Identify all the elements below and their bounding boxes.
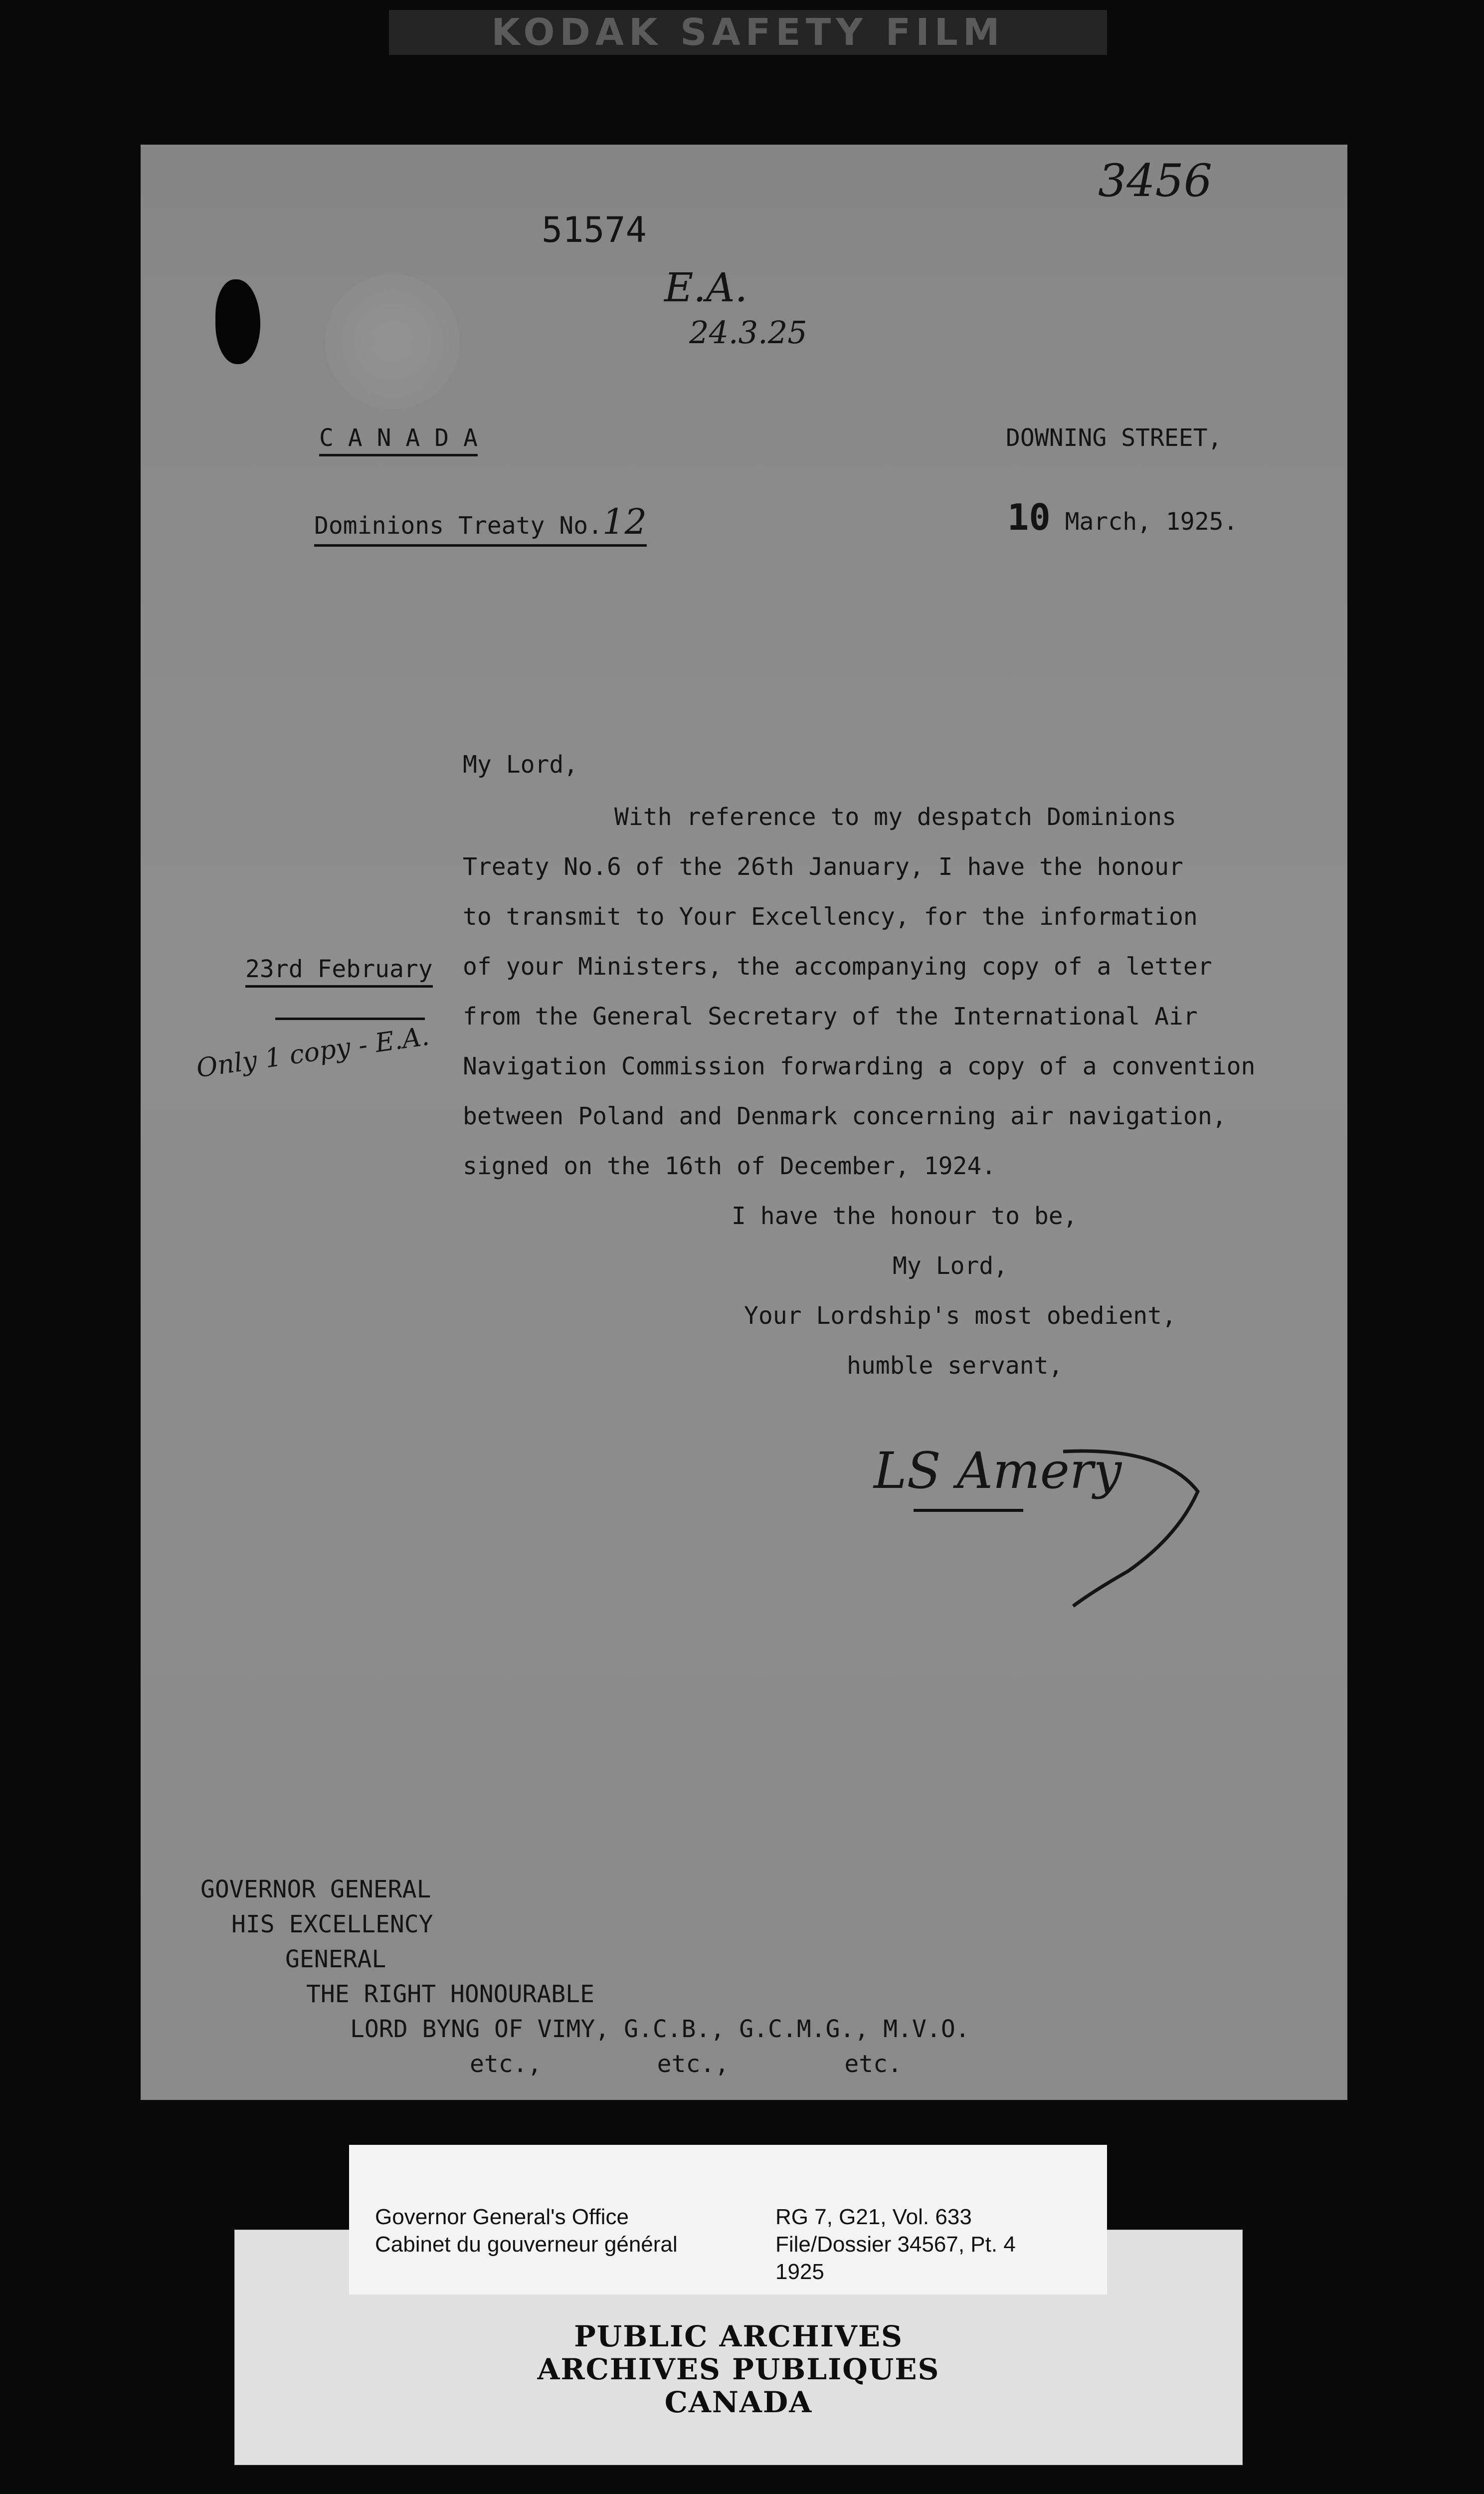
letter-date-month-year: March, 1925. — [1065, 508, 1238, 536]
closing-line: My Lord, — [893, 1252, 1008, 1280]
letter-date — [1007, 496, 1238, 538]
body-line: from the General Secretary of the International Air — [463, 1003, 1198, 1031]
addressee-line: LORD BYNG OF VIMY, G.C.B., G.C.M.G., M.V.O. — [350, 2015, 970, 2043]
signature-flourish — [1053, 1442, 1213, 1611]
margin-underline — [275, 1018, 425, 1020]
signature-underline — [914, 1509, 1023, 1512]
treaty-number: 12 — [602, 501, 647, 542]
closing-line: humble servant, — [847, 1352, 1063, 1380]
file-dossier: File/Dossier 34567, Pt. 4 — [775, 2232, 1016, 2257]
body-line: With reference to my despatch Dominions — [614, 803, 1177, 831]
sender-address: DOWNING STREET, — [1006, 424, 1222, 452]
archives-stamp-line: PUBLIC ARCHIVES — [574, 2319, 903, 2353]
body-line: Treaty No.6 of the 26th January, I have the honour — [463, 853, 1183, 881]
addressee-line: HIS EXCELLENCY — [231, 1910, 433, 1938]
body-line: Navigation Commission forwarding a copy of a convention — [463, 1052, 1256, 1080]
salutation: My Lord, — [463, 751, 578, 779]
body-line: between Poland and Denmark concerning air navigation, — [463, 1102, 1227, 1130]
ink-blot — [215, 279, 260, 364]
file-number-handwritten: 3456 — [1098, 155, 1213, 207]
body-line: of your Ministers, the accompanying copy of a letter — [463, 953, 1212, 981]
signature: LS Amery — [874, 1442, 1122, 1500]
margin-note-copy: Only 1 copy - E.A. — [194, 1021, 431, 1084]
addressee-line: GENERAL — [285, 1945, 386, 1973]
handwritten-initials: E.A. — [664, 264, 748, 311]
archives-stamp-line: CANADA — [664, 2385, 813, 2419]
reference-number: 51574 — [542, 209, 647, 250]
closing-line: Your Lordship's most obedient, — [744, 1302, 1176, 1330]
handwritten-date: 24.3.25 — [689, 314, 807, 351]
record-group: RG 7, G21, Vol. 633 — [775, 2205, 972, 2229]
archive-label-card — [349, 2145, 1107, 2294]
addressee-line: GOVERNOR GENERAL — [200, 1875, 431, 1903]
letter-page — [141, 145, 1347, 2100]
country-heading: C A N A D A — [319, 424, 478, 456]
treaty-reference — [314, 501, 647, 547]
treaty-prefix: Dominions Treaty No. — [314, 512, 602, 540]
film-edge-header: KODAK SAFETY FILM — [389, 10, 1107, 55]
addressee-line: THE RIGHT HONOURABLE — [306, 1980, 594, 2008]
margin-note-date: 23rd February — [245, 955, 433, 988]
letter-date-day: 10 — [1007, 496, 1051, 538]
closing-line: I have the honour to be, — [732, 1202, 1078, 1230]
body-line: to transmit to Your Excellency, for the information — [463, 903, 1198, 931]
archives-stamp-line: ARCHIVES PUBLIQUES — [537, 2352, 940, 2386]
office-fr: Cabinet du gouverneur général — [375, 2232, 678, 2257]
office-en: Governor General's Office — [375, 2205, 629, 2229]
addressee-line: etc., etc., etc. — [470, 2050, 902, 2078]
file-year: 1925 — [775, 2260, 824, 2284]
body-line: signed on the 16th of December, 1924. — [463, 1152, 996, 1180]
embossed-seal-icon — [325, 274, 460, 409]
